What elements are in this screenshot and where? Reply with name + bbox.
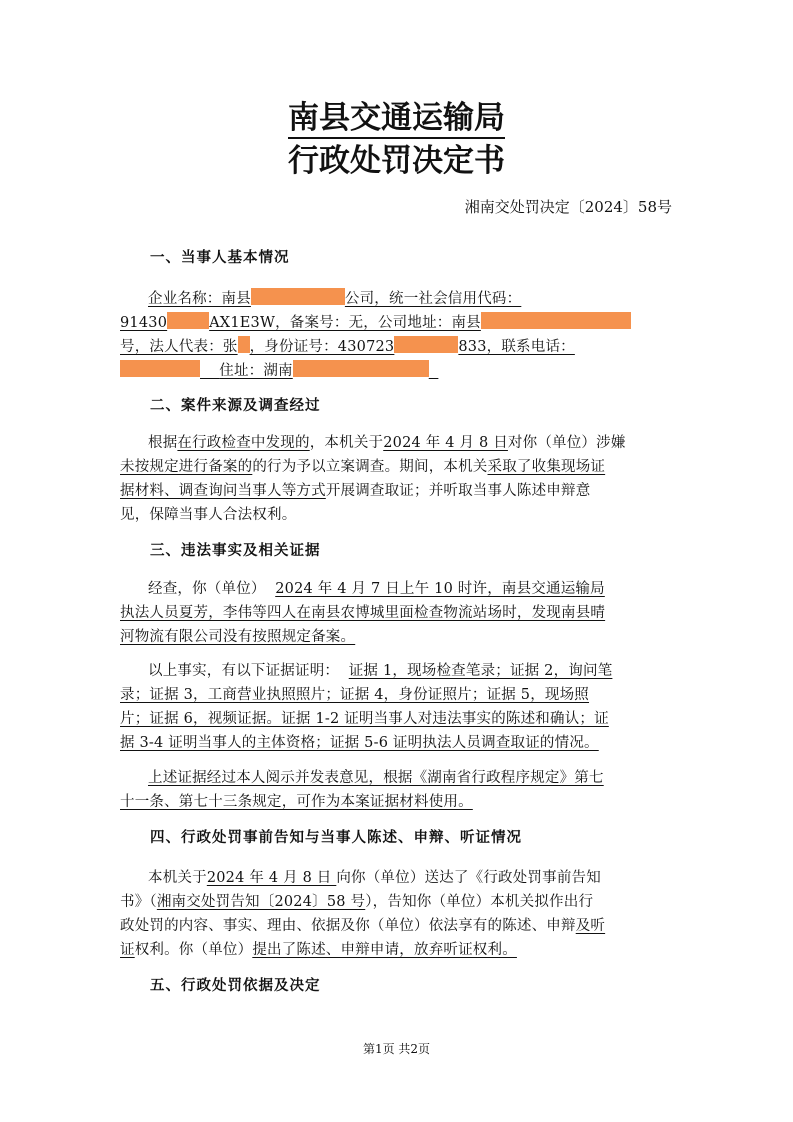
- facts-line-1: 经查，你（单位） 2024 年 4 月 7 日上午 10 时许，南县交通运输局: [148, 581, 605, 597]
- evidence-line-3: 片；证据 6，视频证据。证据 1-2 证明当事人对违法事实的陈述和确认；证: [120, 711, 609, 727]
- redaction: [251, 288, 345, 305]
- section-heading-3: 三、违法事实及相关证据: [150, 543, 321, 559]
- redaction: [120, 360, 200, 377]
- redaction: [167, 312, 209, 329]
- notice-line-3: 政处罚的内容、事实、理由、依据及你（单位）依法享有的陈述、申辩及听: [120, 918, 606, 934]
- party-line-2: 91430 AX1E3W，备案号：无，公司地址：南县: [120, 311, 672, 335]
- evidence-line-2: 录；证据 3，工商营业执照照片；证据 4，身份证照片；证据 5，现场照: [120, 687, 590, 703]
- section-heading-2: 二、案件来源及调查经过: [150, 398, 321, 414]
- case-line-3: 据材料、调查询问当事人等方式开展调查取证；并听取当事人陈述申辩意: [120, 483, 591, 499]
- party-line-4: 住址：湖南: [120, 359, 672, 383]
- party-line-1: 企业名称：南县 公司，统一社会信用代码：: [148, 287, 700, 311]
- redaction: [293, 360, 429, 377]
- notice-line-4: 证权利。你（单位）提出了陈述、申辩申请，放弃听证权利。: [120, 942, 517, 958]
- evidence-line-1: 以上事实，有以下证据证明： 证据 1，现场检查笔录；证据 2，询问笔: [148, 663, 613, 679]
- redaction: [394, 336, 458, 353]
- evidence-note-line-2: 十一条、第七十三条规定，可作为本案证据材料使用。: [120, 794, 473, 810]
- case-line-4: 见，保障当事人合法权利。: [120, 507, 297, 523]
- facts-line-3: 河物流有限公司没有按照规定备案。: [120, 629, 356, 645]
- redaction: [238, 336, 250, 353]
- facts-line-2: 执法人员夏芳，李伟等四人在南县农博城里面检查物流站场时，发现南县晴: [120, 605, 606, 621]
- document-type: 行政处罚决定书: [288, 143, 505, 179]
- document-number: 湘南交处罚决定〔2024〕58号: [464, 198, 672, 216]
- evidence-note-line-1: 上述证据经过本人阅示并发表意见，根据《湖南省行政程序规定》第七: [148, 770, 604, 786]
- redaction: [481, 312, 631, 329]
- party-line-3: 号，法人代表：张 ，身份证号：430723 833，联系电话：: [120, 335, 672, 359]
- section-heading-1: 一、当事人基本情况: [150, 250, 290, 266]
- case-line-1: 根据在行政检查中发现的，本机关于2024 年 4 月 8 日对你（单位）涉嫌: [148, 435, 626, 451]
- notice-line-2: 书》（湘南交处罚告知〔2024〕58 号），告知你（单位）本机关拟作出行: [120, 894, 594, 910]
- evidence-line-4: 据 3-4 证明当事人的主体资格；证据 5-6 证明执法人员调查取证的情况。: [120, 735, 599, 751]
- section-heading-4: 四、行政处罚事前告知与当事人陈述、申辩、听证情况: [150, 830, 522, 846]
- notice-line-1: 本机关于2024 年 4 月 8 日 向你（单位）送达了《行政处罚事前告知: [148, 870, 601, 886]
- case-line-2: 未按规定进行备案的的行为予以立案调查。期间，本机关采取了收集现场证: [120, 459, 606, 475]
- section-heading-5: 五、行政处罚依据及决定: [150, 978, 321, 994]
- page-number: 第1页 共2页: [362, 1042, 431, 1056]
- page-title: 南县交通运输局: [0, 98, 793, 138]
